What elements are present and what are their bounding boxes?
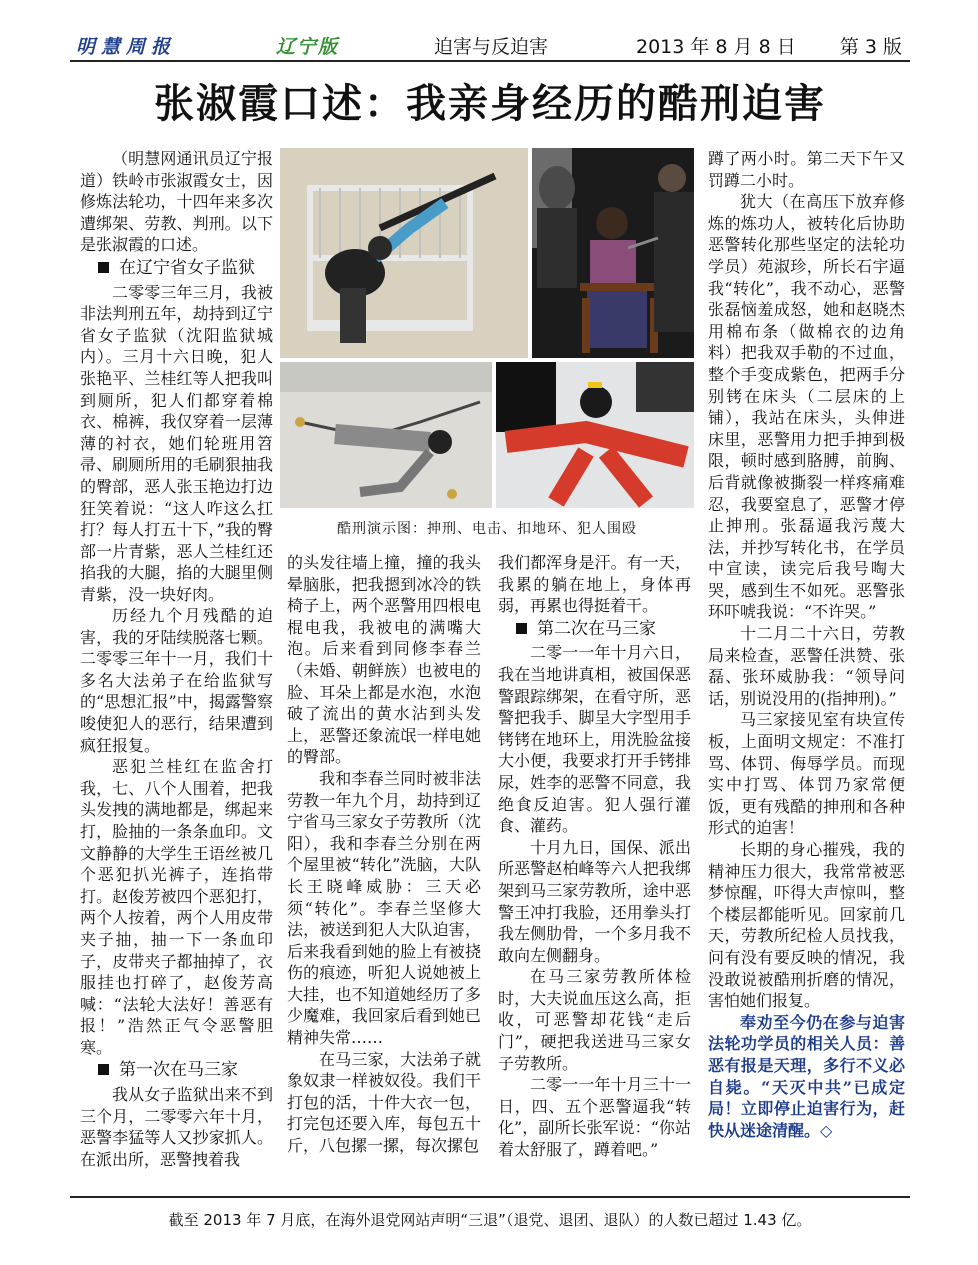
column-3 <box>498 552 691 1161</box>
section-heading <box>80 258 273 280</box>
paragraph: 十二月二十六日，劳教局来检查，恶警任洪赞、张磊、张环威胁我：“领导问话，别说没用的(指抻刑)。” <box>708 624 905 708</box>
photo-group-beating <box>496 362 694 508</box>
photo-caption: 酷刑演示图：抻刑、电击、扣地环、犯人围殴 <box>337 521 637 537</box>
closing-appeal: 奉劝至今仍在参与迫害法轮功学员的相关人员：善恶有报是天理，多行不义必自毙。“天灭中共”已成定局！立即停止迫害行为，赶快从迷途清醒。◇ <box>708 1012 905 1140</box>
top-rule <box>70 60 910 62</box>
square-bullet-icon <box>98 1064 109 1075</box>
article-headline: 张淑霞口述：我亲身经历的酷刑迫害 <box>154 80 826 127</box>
paragraph: 我和李春兰同时被非法劳教一年九个月，劫持到辽宁省马三家女子劳教所（沈阳），我和李春兰分别在两个屋里被“转化”洗脑，大队长王晓峰威胁：三天必须“转化”。李春兰坚修大法，被送到犯人大队迫害，后来我看到她的脸上有被挠伤的痕迹，听犯人说她被上大挂，也不知道她经历了多少魔难，我回家后看到她已精神失常…… <box>287 768 481 1048</box>
paragraph: 二零一一年十月六日，我在当地讲真相，被国保恶警跟踪绑架，在看守所，恶警把我手、脚呈大字型用手铐铐在地环上，用洗脸盆接大小便，我要求打开手铐排尿，姓李的恶警不同意，我绝食反迫害。犯人强行灌食、灌药。 <box>498 643 691 836</box>
heading-text: 第二次在马三家 <box>537 618 656 639</box>
bottom-rule <box>70 1196 910 1198</box>
paragraph: 二零零三年三月，我被非法判刑五年，劫持到辽宁省女子监狱（沈阳监狱城内）。三月十六日晚，犯人张艳平、兰桂红等人把我叫到厕所，犯人们都穿着棉衣、棉裤，我仅穿着一层薄薄的衬衣，她们轮班用笤帚、刷厕所用的毛刷狠抽我的臀部，恶人张玉艳边打边狂笑着说：“这人咋这么扛打？每人打五十下，”我的臀部一片青紫，恶人兰桂红还掐我的大腿，掐的大腿里侧青紫，没一块好肉。 <box>80 282 273 604</box>
photo-electric-baton <box>532 148 694 358</box>
article-intro: （明慧网通讯员辽宁报道）铁岭市张淑霞女士，因修炼法轮功，十四年来多次遭绑架、劳教、判刑。以下是张淑霞的口述。 <box>80 149 273 255</box>
column-1 <box>80 148 273 605</box>
heading-text: 在辽宁省女子监狱 <box>119 257 255 278</box>
issue-date: 2013 年 8 月 8 日 <box>636 36 796 58</box>
footer-notice: 截至 2013 年 7 月底，在海外退党网站声明“三退”（退党、退团、退队）的人数已超过 1.43 亿。 <box>168 1211 812 1229</box>
paragraph: 马三家接见室有块宣传板，上面明文规定：不准打骂、体罚、侮辱学员。而现实中打骂、体罚乃家常便饭，更有残酷的抻刑和各种形式的迫害！ <box>708 710 905 838</box>
torture-demonstration-photos <box>280 148 694 508</box>
paragraph: 蹲了两小时。第二天下午又罚蹲二小时。 <box>708 149 905 190</box>
newspaper-name: 明慧周报 <box>76 36 177 58</box>
paragraph: 历经九个月残酷的迫害，我的牙陆续脱落七颗。二零零三年十一月，我们十多名大法弟子在给监狱写的“思想汇报”中，揭露警察唆使犯人的恶行，结果遭到疯狂报复。 <box>80 606 273 755</box>
column-4 <box>708 148 905 1141</box>
photo-stretching-torture <box>280 148 528 358</box>
column-1-lower <box>80 605 273 1170</box>
section-heading <box>80 1060 273 1082</box>
masthead <box>70 30 910 58</box>
paragraph: 恶犯兰桂红在监舍打我，七、八个人围着，把我头发拽的满地都是，绑起来打，脸抽的一条条血印。文文静静的大学生王语丝被几个恶犯扒光裤子，连掐带打。赵俊芳被四个恶犯打，两个人按着，两个人用皮带夹子抽，抽一下一条血印子，皮带夹子都抽掉了，衣服挂也打碎了，赵俊芳高喊：“法轮大法好！善恶有报！”浩然正气令恶警胆寒。 <box>80 757 273 1057</box>
paragraph: 我们都浑身是汗。有一天，我累的躺在地上，身体再弱，再累也得挺着干。 <box>498 553 691 616</box>
paragraph: 在马三家劳教所体检时，大夫说血压这么高，拒收，可恶警却花钱“走后门”，硬把我送进马三家女子劳教所。 <box>498 967 691 1073</box>
square-bullet-icon <box>516 623 527 634</box>
paragraph: 在马三家，大法弟子就象奴隶一样被奴役。我们干打包的活，十件大衣一包，打完包还要入库，每包五十斤，八包摞一摞，每次摞包 <box>287 1049 481 1156</box>
paragraph: 二零一一年十月三十一日，四、五个恶警逼我“转化”，副所长张军说：“你站着太舒服了，蹲着吧。” <box>498 1075 691 1160</box>
paragraph: 我从女子监狱出来不到三个月，二零零六年十月，恶警李猛等人又抄家抓人。在派出所，恶警拽着我 <box>80 1085 273 1169</box>
square-bullet-icon <box>98 262 109 273</box>
paragraph: 长期的身心摧残，我的精神压力很大，我常常被恶梦惊醒，吓得大声惊叫，整个楼层都能听见。回家前几天，劳教所纪检人员找我，问有没有要反映的情况，我没敢说被酷刑折磨的情况，害怕她们报复。 <box>708 840 905 1011</box>
paragraph: 的头发往墙上撞，撞的我头晕脑胀，把我摁到冰冷的铁椅子上，两个恶警用四根电棍电我，我被电的满嘴大泡。后来看到同修李春兰（未婚、朝鲜族）也被电的脸、耳朵上都是水泡，水泡破了流出的黄水沾到头发上，恶警还象流氓一样电她的臀部。 <box>287 553 481 767</box>
section-heading <box>498 619 691 641</box>
section-label: 迫害与反迫害 <box>434 36 549 58</box>
edition-label: 辽宁版 <box>276 36 340 58</box>
column-2 <box>287 552 481 1157</box>
photo-floor-shackles <box>280 362 492 508</box>
heading-text: 第一次在马三家 <box>119 1060 238 1081</box>
paragraph: 犹大（在高压下放弃修炼的炼功人，被转化后协助恶警转化那些坚定的法轮功学员）苑淑珍，所长石宇逼我“转化”，我不动心，恶警张磊恼羞成怒，她和赵晓杰用棉布条（做棉衣的边角料）把我双手勒的不过血，整个手变成紫色，把两手分别铐在床头（二层床的上铺），我站在床头，头伸进床里，恶警用力把手抻到极限，顿时感到胳膊，前胸、后背就像被撕裂一样疼痛难忍，我要窒息了，恶警才停止抻刑。张磊逼我污蔑大法，并抄写转化书，在学员中宣读，读完后我号啕大哭，感到生不如死。恶警张环吓唬我说：“不许哭。” <box>708 192 905 622</box>
paragraph: 十月九日，国保、派出所恶警赵柏峰等六人把我绑架到马三家劳教所，途中恶警王冲打我脸，还用拳头打我左侧肋骨，一个多月我不敢向左侧翻身。 <box>498 837 691 965</box>
page-number: 第 3 版 <box>839 36 902 58</box>
